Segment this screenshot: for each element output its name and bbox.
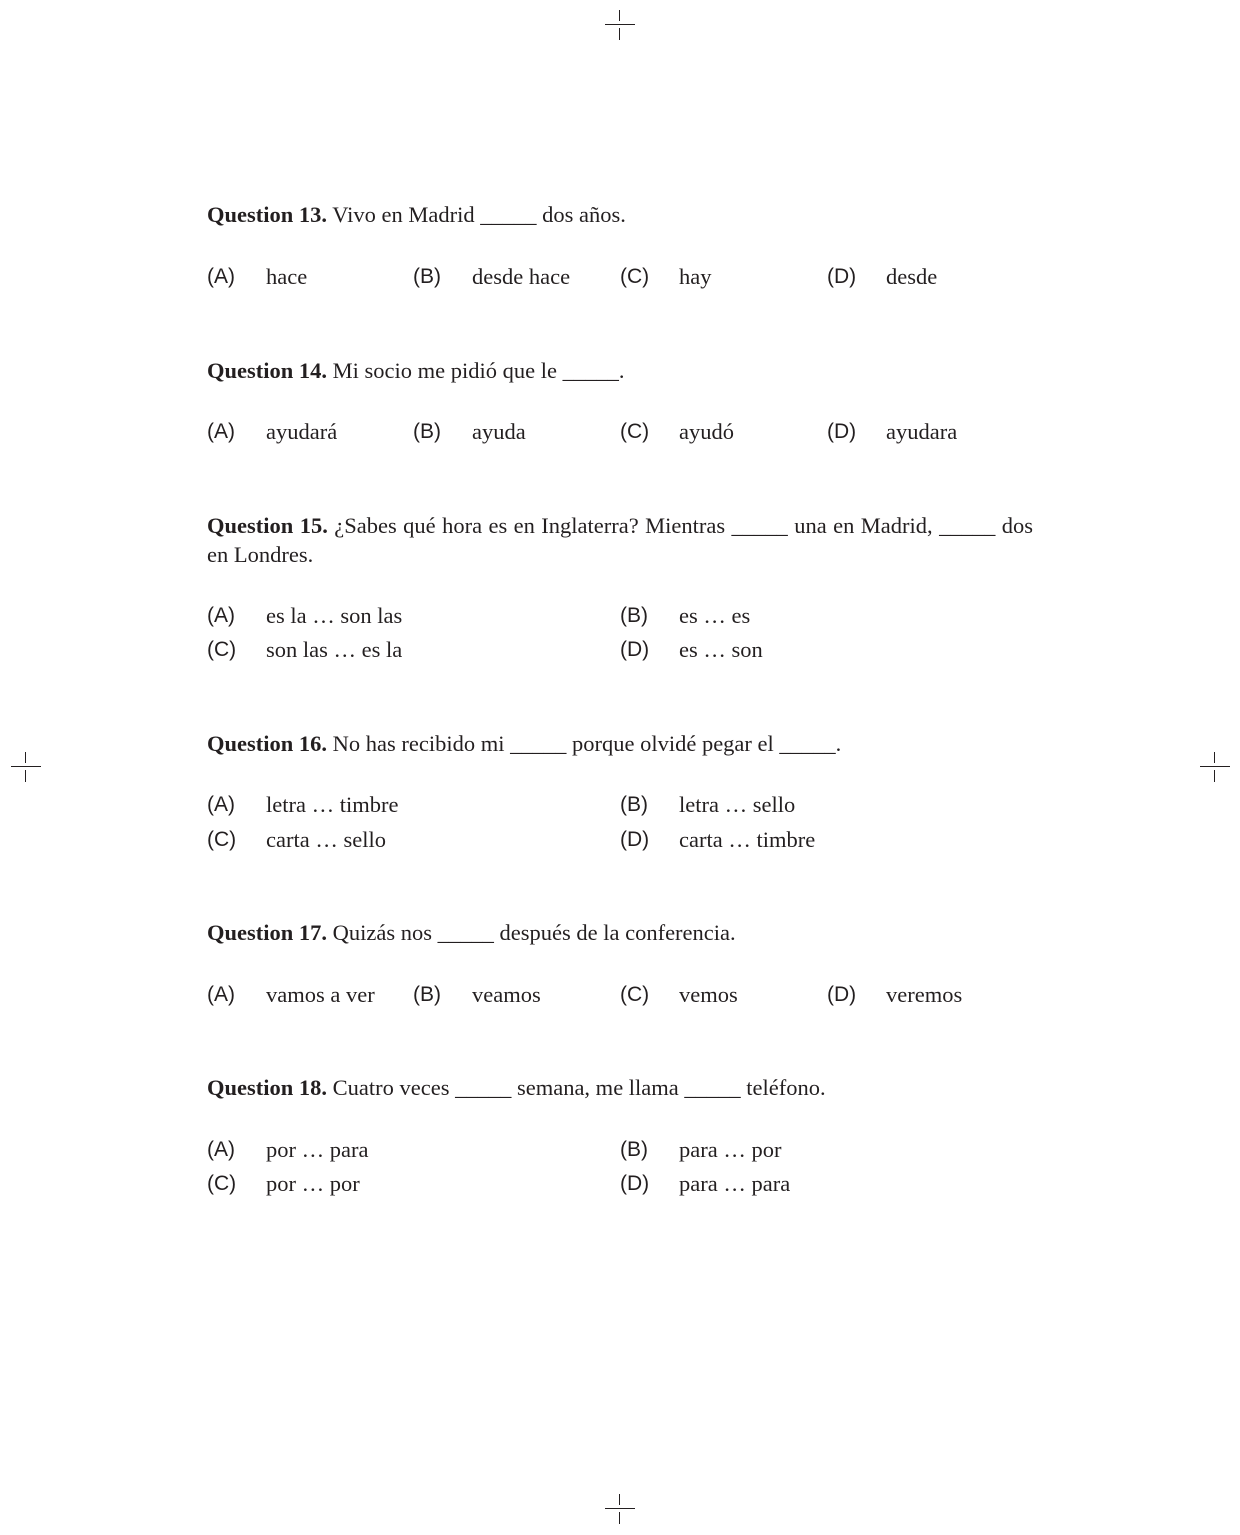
- option-letter: (C): [620, 265, 650, 288]
- question-number: Question 18.: [207, 1075, 328, 1100]
- option-text: es la … son las: [266, 603, 403, 628]
- crop-mark-bottom: [605, 1494, 635, 1524]
- option-letter: (B): [413, 420, 441, 443]
- option-text: veremos: [886, 982, 963, 1007]
- question-16: [207, 729, 1033, 758]
- option-text: son las … es la: [266, 637, 403, 662]
- question-13: [207, 200, 1033, 229]
- question-number: Question 16.: [207, 731, 328, 756]
- question-14: [207, 356, 1033, 385]
- question-number: Question 14.: [207, 358, 328, 383]
- option-text: para … para: [679, 1171, 791, 1196]
- option-text: ayudará: [266, 419, 338, 444]
- option-letter: (C): [620, 983, 650, 1006]
- option-text: vemos: [679, 982, 738, 1007]
- option-text: por … para: [266, 1137, 369, 1162]
- option-letter: (C): [620, 420, 650, 443]
- option-text: ayuda: [472, 419, 526, 444]
- option-text: letra … sello: [679, 792, 796, 817]
- option-letter: (D): [827, 983, 857, 1006]
- question-text: Mi socio me pidió que le _____.: [332, 358, 625, 383]
- question-text: Cuatro veces _____ semana, me llama _____ teléfono.: [332, 1075, 826, 1100]
- option-text: por … por: [266, 1171, 360, 1196]
- option-letter: (B): [413, 265, 441, 288]
- option-letter: (C): [207, 1172, 237, 1195]
- option-letter: (A): [207, 265, 235, 288]
- option-text: es … es: [679, 603, 751, 628]
- question-18: [207, 1073, 1033, 1102]
- option-text: es … son: [679, 637, 763, 662]
- crop-mark-left: [11, 752, 41, 782]
- option-letter: (D): [827, 265, 857, 288]
- option-letter: (C): [207, 828, 237, 851]
- question-text: Vivo en Madrid _____ dos años.: [332, 202, 626, 227]
- option-letter: (A): [207, 1138, 235, 1161]
- option-letter: (B): [413, 983, 441, 1006]
- question-text: ¿Sabes qué hora es en Inglaterra? Mientras _____ una en Madrid, _____ dos en Londres.: [207, 513, 1034, 567]
- option-letter: (D): [827, 420, 857, 443]
- option-text: hace: [266, 264, 308, 289]
- question-text: No has recibido mi _____ porque olvidé pegar el _____.: [332, 731, 842, 756]
- option-text: ayudó: [679, 419, 734, 444]
- option-letter: (B): [620, 1138, 648, 1161]
- crop-mark-top: [605, 10, 635, 40]
- question-15: [207, 511, 1033, 569]
- option-letter: (C): [207, 638, 237, 661]
- option-letter: (D): [620, 638, 650, 661]
- question-number: Question 17.: [207, 920, 328, 945]
- crop-mark-right: [1200, 752, 1230, 782]
- option-text: desde hace: [472, 264, 571, 289]
- option-letter: (D): [620, 1172, 650, 1195]
- option-letter: (D): [620, 828, 650, 851]
- option-text: desde: [886, 264, 938, 289]
- option-letter: (A): [207, 420, 235, 443]
- option-text: para … por: [679, 1137, 782, 1162]
- question-text: Quizás nos _____ después de la conferencia.: [332, 920, 736, 945]
- option-text: vamos a ver: [266, 982, 375, 1007]
- option-text: carta … timbre: [679, 827, 816, 852]
- option-letter: (A): [207, 604, 235, 627]
- option-text: carta … sello: [266, 827, 386, 852]
- question-number: Question 15.: [207, 513, 328, 538]
- option-text: veamos: [472, 982, 541, 1007]
- option-text: ayudara: [886, 419, 958, 444]
- option-letter: (B): [620, 793, 648, 816]
- question-17: [207, 918, 1033, 947]
- option-letter: (A): [207, 793, 235, 816]
- question-number: Question 13.: [207, 202, 328, 227]
- option-text: letra … timbre: [266, 792, 399, 817]
- option-letter: (A): [207, 983, 235, 1006]
- option-text: hay: [679, 264, 712, 289]
- option-letter: (B): [620, 604, 648, 627]
